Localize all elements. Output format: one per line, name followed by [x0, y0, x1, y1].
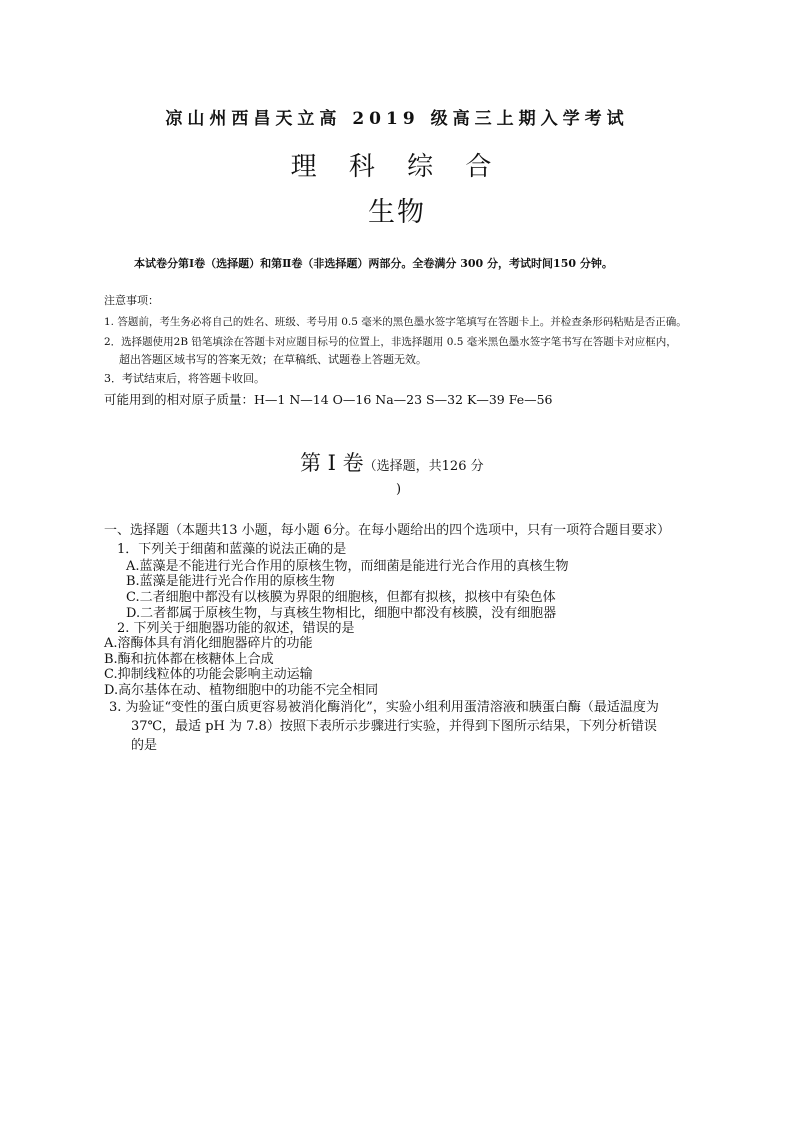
question-option: D.二者都属于原核生物，与真核生物相比，细胞中都没有核膜，没有细胞器 — [126, 606, 557, 621]
section-subject-title: 生物 — [368, 197, 426, 228]
question-option: A.蓝藻是不能进行光合作用的原核生物，而细菌是能进行光合作用的真核生物 — [126, 559, 569, 574]
question-option: C.二者细胞中都没有以核膜为界限的细胞核，但都有拟核，拟核中有染色体 — [126, 590, 556, 605]
part-heading: 一、选择题（本题共13 小题，每小题 6分。在每小题给出的四个选项中，只有一项符合题目要求） — [104, 523, 671, 538]
question-option: C.抑制线粒体的功能会影响主动运输 — [104, 667, 313, 682]
section-subtitle-close: ) — [396, 482, 402, 497]
question-stem: 3. 为验证“变性的蛋白质更容易被消化酶消化”，实验小组利用蛋清溶液和胰蛋白酶（最适温度为 — [109, 700, 659, 715]
question-option: A.溶酶体具有消化细胞器碎片的功能 — [104, 636, 313, 651]
question-stem: 2. 下列关于细胞器功能的叙述，错误的是 — [117, 621, 355, 636]
atomic-masses: 可能用到的相对原子质量：H—1 N—14 O—16 Na—23 S—32 K—39 Fe—56 — [104, 392, 553, 407]
section-title — [300, 447, 484, 477]
note-item: 超出答题区域书写的答案无效；在草稿纸、试题卷上答题无效。 — [119, 353, 427, 366]
question-stem: 1．下列关于细菌和蓝藻的说法正确的是 — [117, 542, 347, 557]
subject-title: 理 科 综 合 — [290, 152, 504, 182]
exam-title: 凉山州西昌天立高 2019 级高三上期入学考试 — [165, 109, 629, 129]
section-subtitle: （选择题，共126 分 — [363, 459, 484, 474]
question-option: D.高尔基体在动、植物细胞中的功能不完全相同 — [104, 683, 379, 698]
question-stem: 的是 — [131, 738, 158, 753]
note-item: 2．选择题使用2B 铅笔填涂在答题卡对应题目标号的位置上，非选择题用 0.5 毫米黑色墨水签字笔书写在答题卡对应框内， — [104, 336, 677, 348]
section-title-main: 第 Ⅰ 卷 — [300, 451, 364, 475]
question-option: B.酶和抗体都在核糖体上合成 — [104, 652, 274, 667]
note-item: 1. 答题前，考生务必将自己的姓名、班级、考号用 0.5 毫米的黑色墨水签字笔填写在答题卡上。并检查条形码粘贴是否正确。 — [104, 316, 687, 328]
note-item: 3．考试结束后，将答题卡收回。 — [104, 372, 265, 385]
notes-heading: 注意事项： — [104, 294, 159, 307]
question-option: B.蓝藻是能进行光合作用的原核生物 — [126, 574, 335, 589]
question-stem: 37℃，最适 pH 为 7.8）按照下表所示步骤进行实验，并得到下图所示结果，下列分析错误 — [131, 719, 657, 734]
exam-intro: 本试卷分第Ⅰ卷（选择题）和第Ⅱ卷（非选择题）两部分。全卷满分 300 分，考试时间150 分钟。 — [134, 257, 613, 270]
